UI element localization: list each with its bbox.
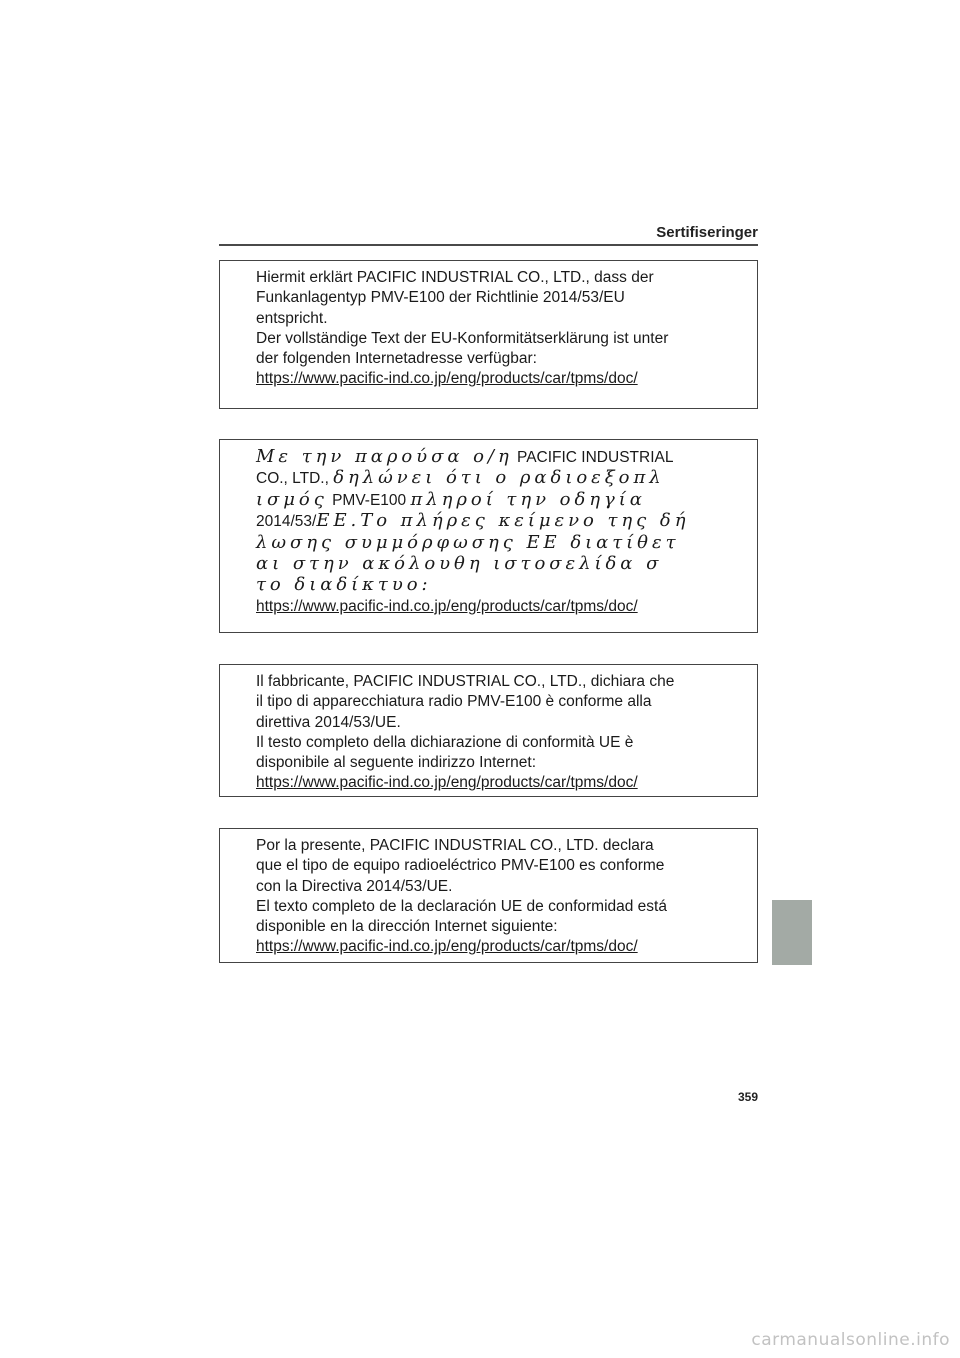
declaration-text: Hiermit erklärt PACIFIC INDUSTRIAL CO., LTD., dass der [256,269,654,286]
declaration-text: entspricht. [256,309,328,327]
greek-text: πληροί την οδηγία [410,488,646,510]
declaration-box-greek [219,439,758,633]
chapter-tab [772,900,812,965]
greek-text: Με την παρούσα ο/η [256,446,513,467]
declaration-text: PMV-E100 [327,491,411,509]
greek-text: το διαδίκτυο: [256,574,432,596]
declaration-box-spanish [219,828,758,963]
declaration-text: 2014/53/ [256,513,317,531]
declaration-text: der folgenden Internetadresse verfügbar: [256,350,537,368]
declaration-text: que el tipo de equipo radioeléctrico PMV-E100 es conforme [256,857,665,875]
greek-text: λωσης συμμόρφωσης ΕΕ διατίθετ [256,531,680,553]
section-title: Sertifiseringer [656,224,758,241]
declaration-text: PACIFIC INDUSTRIAL [512,449,674,466]
declaration-text: CO., LTD., [256,470,334,488]
declaration-text: Funkanlagentyp PMV-E100 der Richtlinie 2014/53/EU [256,289,625,307]
declaration-url-link[interactable]: https://www.pacific-ind.co.jp/eng/products/car/tpms/doc/ [256,774,638,792]
declaration-box-italian [219,664,758,797]
declaration-text: Il testo completo della dichiarazione di conformità UE è [256,733,634,751]
greek-text: δηλώνει ότι ο ραδιοεξοπλ [333,467,665,489]
declaration-text: direttiva 2014/53/UE. [256,713,401,731]
watermark: carmanualsonline.info [751,1330,950,1350]
page-number: 359 [737,1090,758,1104]
declaration-box-german [219,260,758,409]
header-rule [219,244,758,246]
declaration-text: disponibile al seguente indirizzo Internet: [256,754,537,772]
declaration-text: Der vollständige Text der EU-Konformitätserklärung ist unter [256,329,669,347]
greek-text: ΕΕ.Το πλήρες κείμενο της δή [316,510,690,532]
declaration-url-link[interactable]: https://www.pacific-ind.co.jp/eng/products/car/tpms/doc/ [256,938,638,956]
declaration-text: Il fabbricante, PACIFIC INDUSTRIAL CO., LTD., dichiara che [256,673,675,690]
greek-text: ισμός [256,488,328,510]
declaration-text: Por la presente, PACIFIC INDUSTRIAL CO., LTD. declara [256,837,654,854]
declaration-url-link[interactable]: https://www.pacific-ind.co.jp/eng/products/car/tpms/doc/ [256,370,638,388]
greek-text: αι στην ακόλουθη ιστοσελίδα σ [256,553,663,575]
declaration-text: disponible en la dirección Internet siguiente: [256,918,558,936]
declaration-url-link[interactable]: https://www.pacific-ind.co.jp/eng/products/car/tpms/doc/ [256,597,638,615]
declaration-text: il tipo di apparecchiatura radio PMV-E100 è conforme alla [256,693,652,711]
declaration-text: El texto completo de la declaración UE de conformidad está [256,897,667,915]
declaration-text: con la Directiva 2014/53/UE. [256,877,453,895]
